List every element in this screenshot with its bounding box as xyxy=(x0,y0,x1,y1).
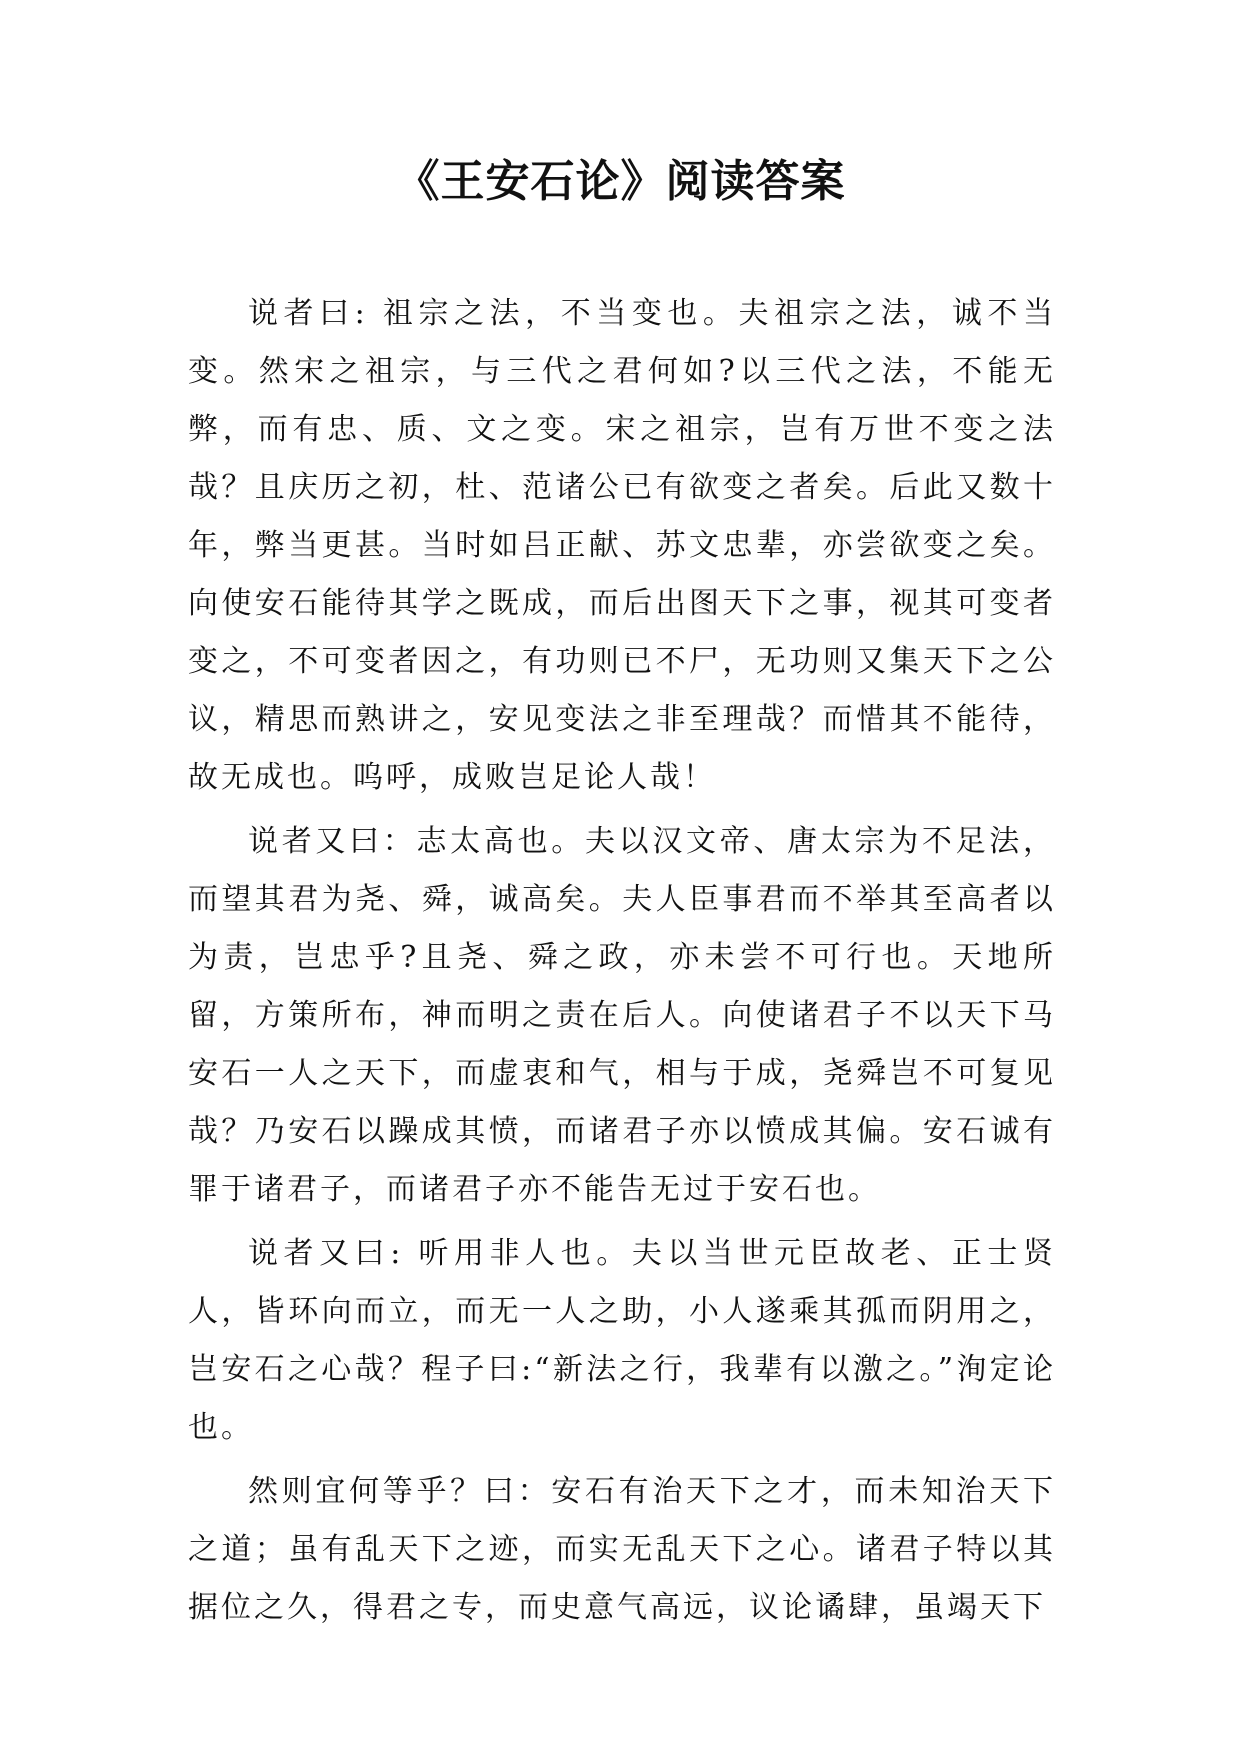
paragraph: 然则宜何等乎？曰：安石有治天下之才，而未知治天下之道；虽有乱天下之迹，而实无乱天下之心。诸君子特以其据位之久，得君之专，而史意气高远，议论谲肆，虽竭天下 xyxy=(188,1474,1056,1625)
paragraph: 说者又曰：志太高也。夫以汉文帝、唐太宗为不足法，而望其君为尧、舜，诚高矣。夫人臣事君而不举其至高者以为责，岂忠乎?且尧、舜之政，亦未尝不可行也。天地所留，方策所布，神而明之责在后人。向使诸君子不以天下马安石一人之天下，而虚衷和气，相与于成，尧舜岂不可复见哉？乃安石以躁成其愤，而诸君子亦以愤成其偏。安石诚有罪于诸君子，而诸君子亦不能告无过于安石也。 xyxy=(188,824,1056,1207)
paragraph: 说者又曰: 听用非人也。夫以当世元臣故老、正士贤人，皆环向而立，而无一人之助，小人遂乘其孤而阴用之，岂安石之心哉？程子曰:“新法之行，我辈有以激之。”洵定论也。 xyxy=(188,1236,1056,1445)
document-body xyxy=(188,285,1056,1643)
paragraph: 说者曰: 祖宗之法，不当变也。夫祖宗之法，诚不当变。然宋之祖宗，与三代之君何如?以三代之法，不能无弊，而有忠、质、文之变。宋之祖宗，岂有万世不变之法哉？且庆历之初，杜、范诸公已有欲变之者矣。后此又数十年，弊当更甚。当时如吕正献、苏文忠辈，亦尝欲变之矣。向使安石能待其学之既成，而后出图天下之事，视其可变者变之，不可变者因之，有功则已不尸，无功则又集天下之公议，精思而熟讲之，安见变法之非至理哉？而惜其不能待，故无成也。呜呼，成败岂足论人哉！ xyxy=(188,296,1056,795)
document-title: 《王安石论》阅读答案 xyxy=(395,156,846,207)
